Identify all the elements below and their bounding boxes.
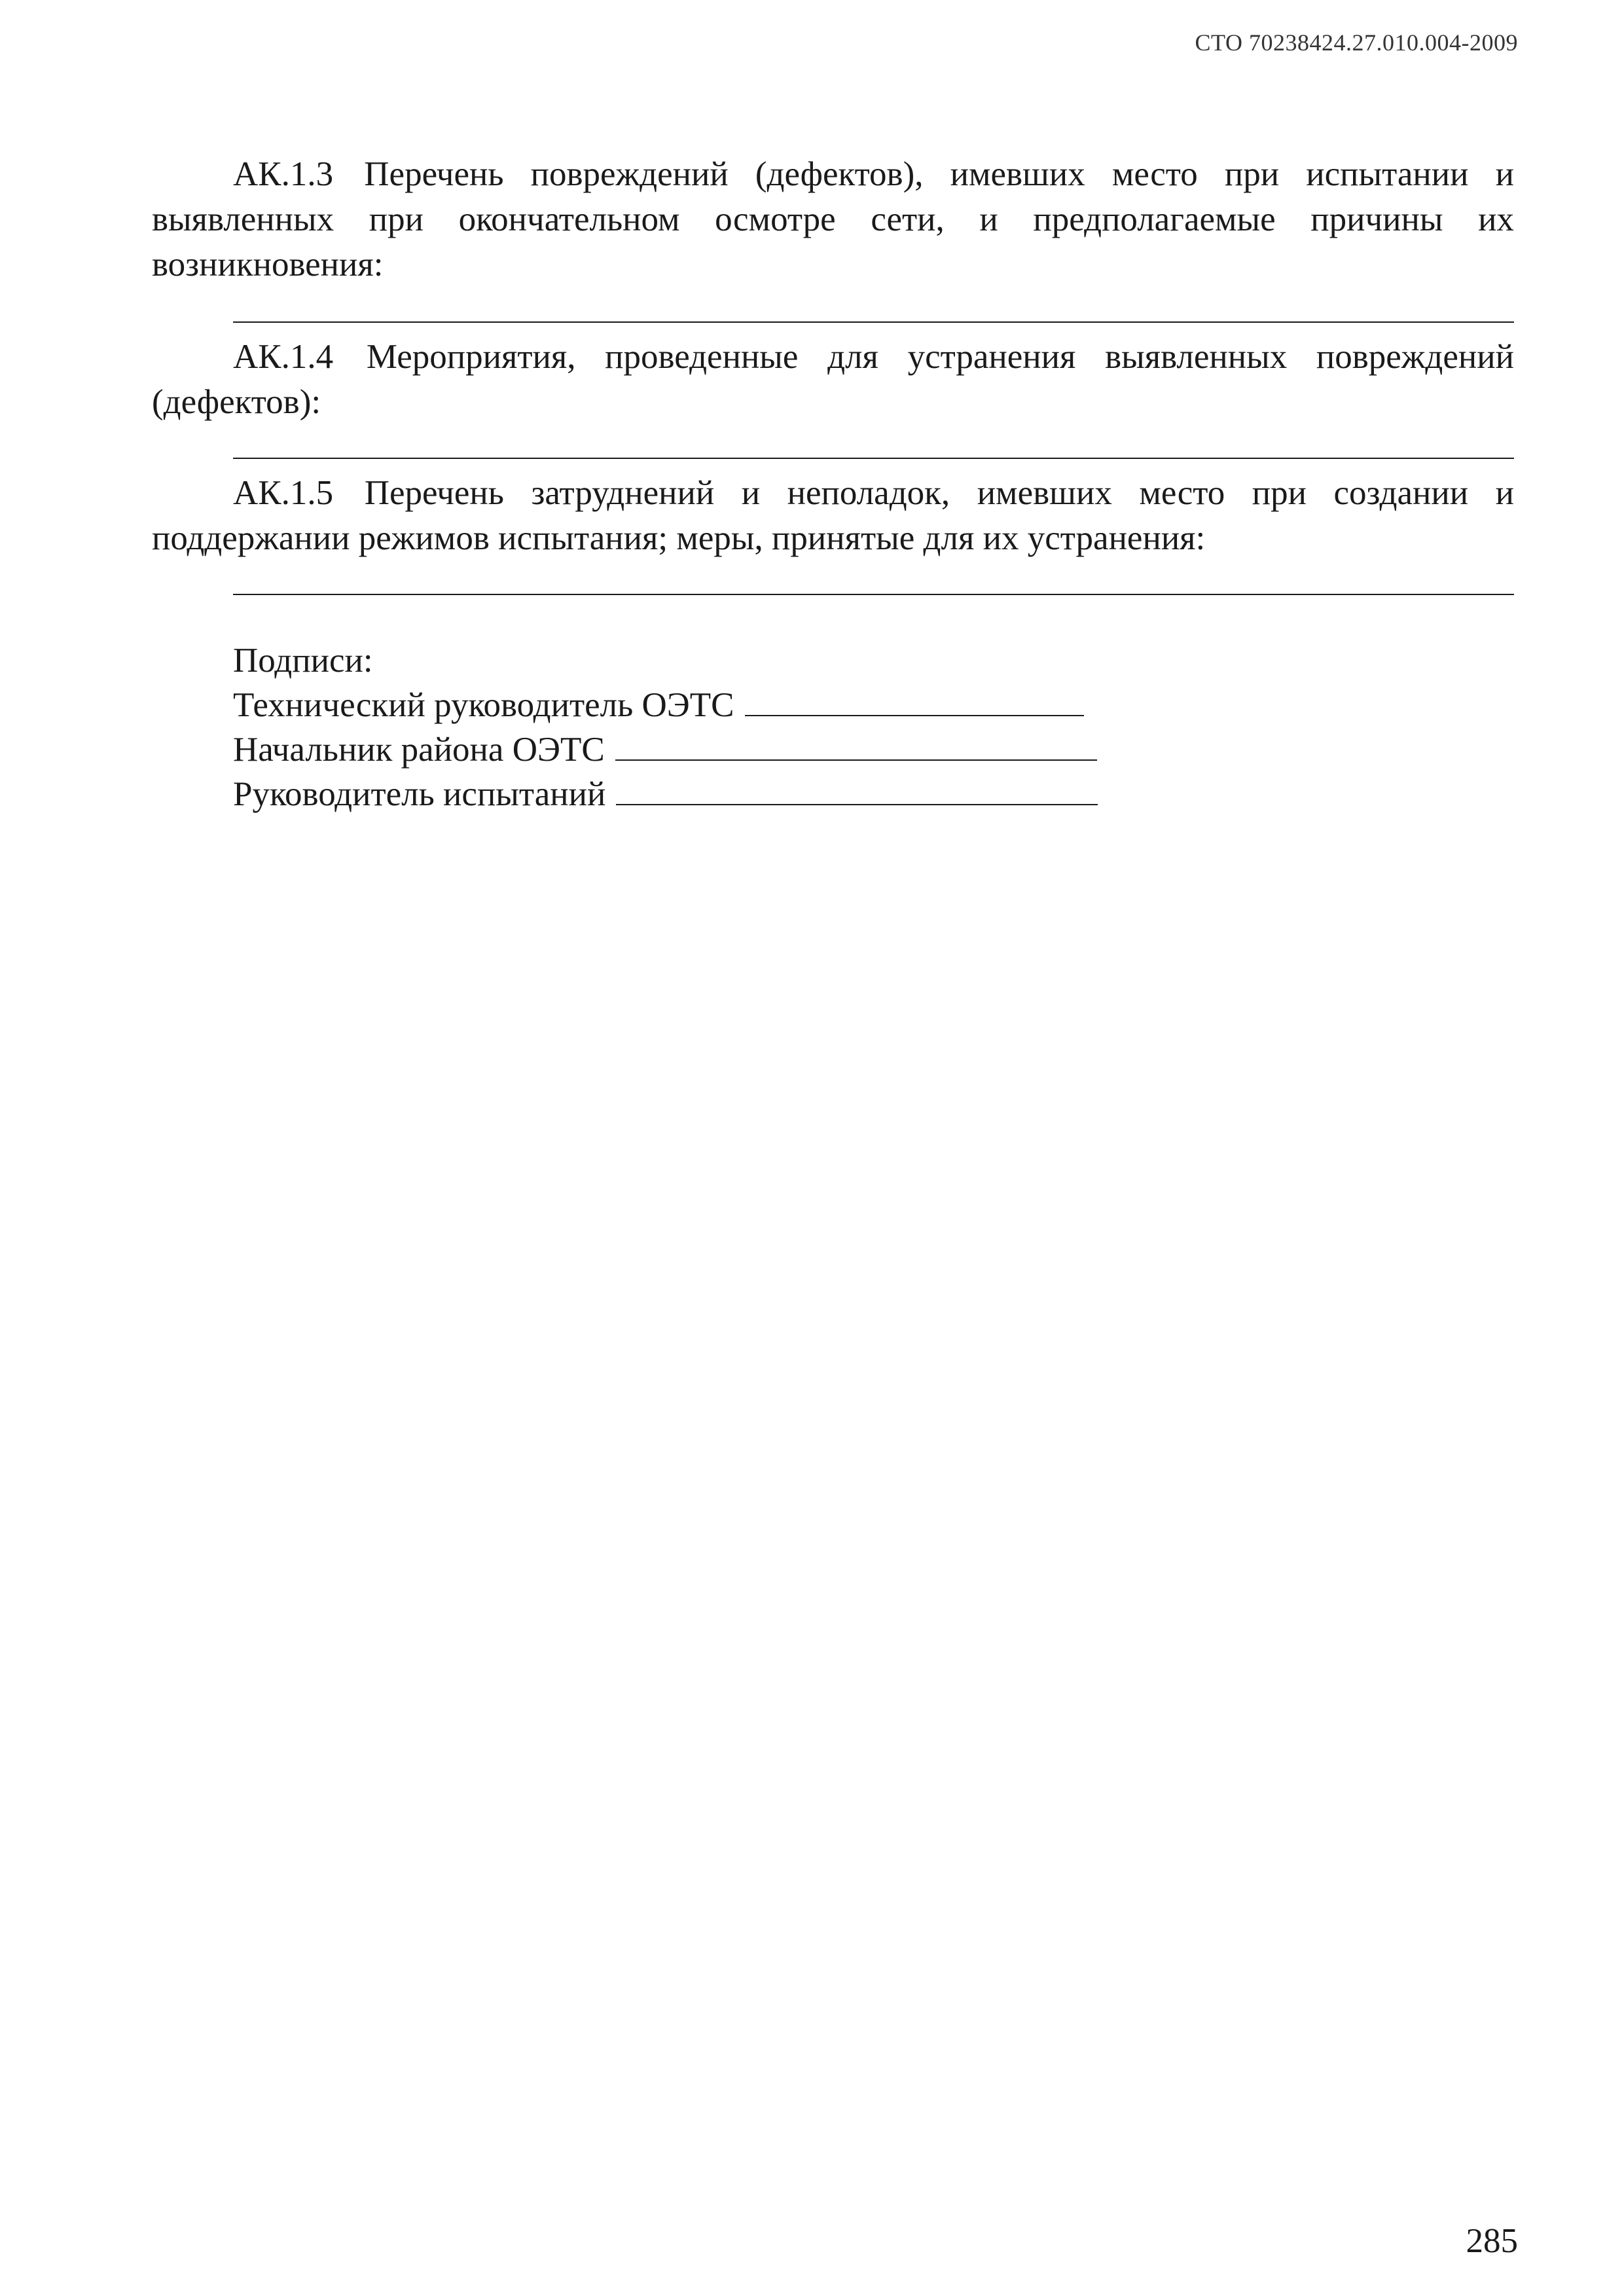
signature-label: Технический руководитель ОЭТС <box>233 686 734 724</box>
section-text: Мероприятия, проведенные для устранения выявленных повреждений (дефектов): <box>152 338 1515 421</box>
signatures-title: Подписи: <box>233 642 373 680</box>
fill-in-line <box>233 321 1514 323</box>
signature-line <box>616 775 1098 805</box>
signatures-block <box>233 638 1514 816</box>
fill-in-line <box>233 458 1514 459</box>
document-code: СТО 70238424.27.010.004-2009 <box>1195 29 1518 56</box>
signature-row-test-supervisor <box>233 772 1514 816</box>
page-content <box>152 152 1514 816</box>
page-number: 285 <box>1466 2222 1518 2260</box>
signature-line <box>745 686 1084 716</box>
signature-label: Руководитель испытаний <box>233 775 606 813</box>
signature-line <box>615 731 1097 761</box>
section-text: Перечень повреждений (дефектов), имевших место при испытании и выявленных при окончательном осмотре сети, и предполагаемые причины их возникновения: <box>152 155 1514 283</box>
section-ak-1-3 <box>152 152 1514 287</box>
signature-label: Начальник района ОЭТС <box>233 731 605 769</box>
section-number: АК.1.4 <box>233 338 334 376</box>
signature-row-district-head <box>233 727 1514 772</box>
section-number: АК.1.5 <box>233 474 334 512</box>
fill-in-line <box>233 594 1514 595</box>
signature-row-technical-director <box>233 683 1514 727</box>
section-ak-1-5 <box>152 471 1514 561</box>
section-text: Перечень затруднений и неполадок, имевших место при создании и поддержании режимов испытания; меры, принятые для их устранения: <box>152 474 1515 557</box>
section-ak-1-4 <box>152 335 1514 425</box>
section-number: АК.1.3 <box>233 155 334 193</box>
